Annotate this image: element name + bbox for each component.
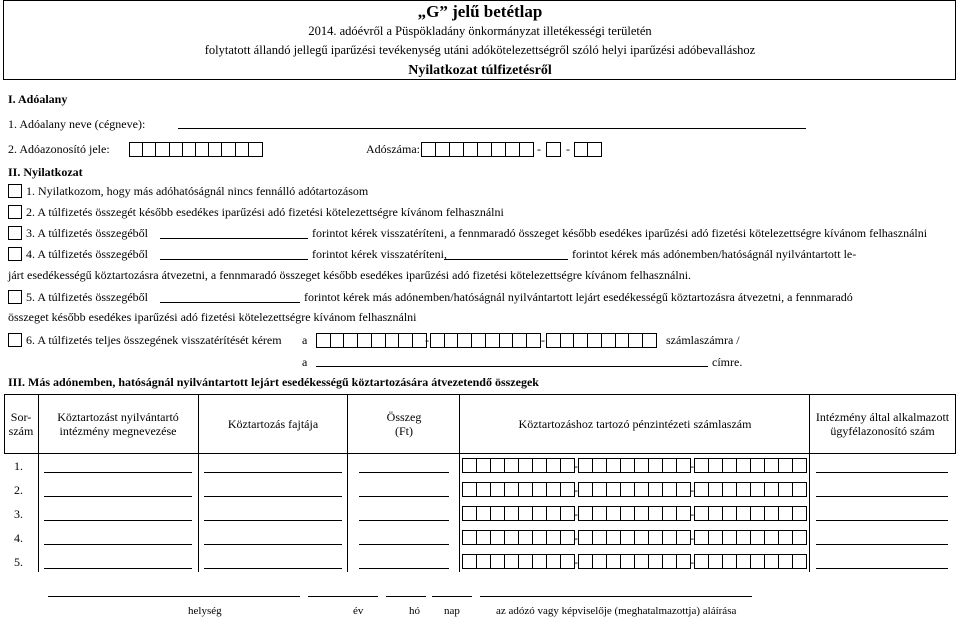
account-number-cell[interactable] — [546, 506, 561, 521]
checkbox-2[interactable] — [8, 205, 22, 219]
header-line-2: folytatott állandó jellegű iparűzési tevékenység utáni adókötelezettségről szóló helyi iparűzési adóbevalláshoz — [204, 43, 756, 57]
column-header-client-id: Intézmény által alkalmazott ügyfélazonosító szám — [815, 410, 950, 438]
account-number-cell[interactable] — [736, 458, 751, 473]
account-dash: - — [690, 483, 694, 497]
account-number-cell[interactable] — [592, 506, 607, 521]
account-number-cell[interactable] — [592, 530, 607, 545]
account-number-cell[interactable] — [476, 530, 491, 545]
account-number-cell[interactable] — [476, 554, 491, 569]
client-id-field[interactable] — [816, 472, 948, 473]
account-number-cell[interactable] — [722, 458, 737, 473]
account-number-cell[interactable] — [736, 506, 751, 521]
account-number-cell[interactable] — [490, 458, 505, 473]
account-number-cell[interactable] — [708, 506, 723, 521]
account-number-cell[interactable] — [518, 458, 533, 473]
tax-number-cell[interactable] — [463, 142, 478, 157]
tax-number-cell[interactable] — [546, 142, 561, 157]
account-number-cell[interactable] — [764, 554, 779, 569]
transfer-amount-field-5[interactable] — [160, 302, 300, 303]
debt-type-field[interactable] — [204, 472, 342, 473]
account-number-cell[interactable] — [792, 458, 807, 473]
table-row — [4, 502, 956, 526]
tax-number-dash-1: - — [537, 142, 541, 156]
account-number-cell[interactable] — [676, 482, 691, 497]
account-number-cell[interactable] — [578, 554, 593, 569]
account-number-cell[interactable] — [662, 458, 677, 473]
account-number-cell[interactable] — [676, 458, 691, 473]
account-number-cell[interactable] — [778, 458, 793, 473]
account-number-cell[interactable] — [578, 530, 593, 545]
account-number-cell[interactable] — [606, 554, 621, 569]
account-number-cell[interactable] — [518, 482, 533, 497]
row-number: 2. — [14, 483, 23, 497]
account-number-cell[interactable] — [750, 506, 765, 521]
account-number-cell[interactable] — [662, 554, 677, 569]
place-label: helység — [188, 605, 222, 617]
account-number-cell[interactable] — [694, 506, 709, 521]
amount-field[interactable] — [359, 544, 449, 545]
transfer-amount-field-4[interactable] — [444, 259, 568, 260]
row-number: 4. — [14, 531, 23, 545]
account-number-cell[interactable] — [634, 482, 649, 497]
account-number-cell[interactable] — [620, 482, 635, 497]
account-number-cell[interactable] — [722, 482, 737, 497]
account-number-cell[interactable] — [676, 530, 691, 545]
client-id-field[interactable] — [816, 496, 948, 497]
account-number-cell[interactable] — [504, 554, 519, 569]
account-number-cell[interactable] — [490, 482, 505, 497]
account-number-cell[interactable] — [676, 506, 691, 521]
debt-type-field[interactable] — [204, 496, 342, 497]
tax-number-cell[interactable] — [587, 142, 602, 157]
account-number-cell[interactable] — [676, 554, 691, 569]
institution-field[interactable] — [44, 472, 192, 473]
amount-field[interactable] — [359, 568, 449, 569]
account-number-cell[interactable] — [606, 482, 621, 497]
account-dash: - — [574, 507, 578, 521]
account-number-cell[interactable] — [736, 554, 751, 569]
account-number-cell[interactable] — [792, 506, 807, 521]
statement-4-middle: forintot kérek visszatéríteni, — [312, 247, 447, 261]
account-number-cell[interactable] — [694, 554, 709, 569]
row-number: 1. — [14, 459, 23, 473]
header-line-1: 2014. adóévről a Püspökladány önkormányzat illetékességi területén — [308, 24, 652, 38]
bank-account-cell[interactable] — [642, 333, 657, 348]
account-number-cell[interactable] — [662, 506, 677, 521]
tax-number-cell[interactable] — [491, 142, 506, 157]
account-number-cell[interactable] — [462, 506, 477, 521]
account-number-cell[interactable] — [634, 506, 649, 521]
account-number-cell[interactable] — [620, 506, 635, 521]
account-number-cell[interactable] — [546, 458, 561, 473]
taxpayer-name-label: 1. Adóalany neve (cégneve): — [8, 117, 146, 131]
account-number-cell[interactable] — [662, 482, 677, 497]
account-number-cell[interactable] — [592, 554, 607, 569]
signature-label: az adózó vagy képviselője (meghatalmazottja) aláírása — [496, 605, 737, 617]
account-number-cell[interactable] — [750, 482, 765, 497]
address-field[interactable] — [316, 366, 708, 367]
account-number-cell[interactable] — [648, 530, 663, 545]
amount-field[interactable] — [359, 520, 449, 521]
tax-number-dash-2: - — [566, 142, 570, 156]
statement-1: 1. Nyilatkozom, hogy más adóhatóságnál nincs fennálló adótartozásom — [26, 184, 369, 198]
account-number-cell[interactable] — [722, 530, 737, 545]
account-number-cell[interactable] — [462, 530, 477, 545]
account-number-cell[interactable] — [476, 458, 491, 473]
statement-3-end: forintot kérek visszatéríteni, a fennmaradó összeget később esedékes iparűzési adó fizetési kötelezettségre kívánom felhasználni — [312, 226, 928, 240]
statement-3-start: 3. A túlfizetés összegéből — [26, 226, 148, 240]
account-number-cell[interactable] — [620, 530, 635, 545]
refund-amount-field-4[interactable] — [160, 259, 308, 260]
account-number-cell[interactable] — [490, 530, 505, 545]
account-number-cell[interactable] — [518, 554, 533, 569]
year-field[interactable] — [308, 596, 378, 597]
account-number-cell[interactable] — [792, 482, 807, 497]
account-number-cell[interactable] — [504, 506, 519, 521]
account-number-cell[interactable] — [606, 530, 621, 545]
account-number-cell[interactable] — [708, 554, 723, 569]
account-number-cell[interactable] — [560, 554, 575, 569]
account-number-cell[interactable] — [634, 530, 649, 545]
column-header-debt-type: Köztartozás fajtája — [227, 417, 319, 431]
account-number-cell[interactable] — [778, 554, 793, 569]
account-dash: - — [574, 555, 578, 569]
account-number-cell[interactable] — [764, 530, 779, 545]
amount-field[interactable] — [359, 472, 449, 473]
section-3-heading: III. Más adónemben, hatóságnál nyilvántartott lejárt esedékességű köztartozására átvezetendő összegek — [8, 375, 539, 389]
statement-6: 6. A túlfizetés teljes összegének visszatérítését kérem — [26, 333, 282, 347]
account-number-cell[interactable] — [778, 506, 793, 521]
account-number-cell[interactable] — [546, 530, 561, 545]
account-number-cell[interactable] — [634, 458, 649, 473]
account-number-cell[interactable] — [560, 530, 575, 545]
account-number-cell[interactable] — [634, 554, 649, 569]
account-dash: - — [574, 459, 578, 473]
tax-number-cell[interactable] — [421, 142, 436, 157]
account-dash: - — [690, 507, 694, 521]
account-number-cell[interactable] — [708, 458, 723, 473]
account-number-cell[interactable] — [708, 530, 723, 545]
account-number-cell[interactable] — [532, 530, 547, 545]
debt-type-field[interactable] — [204, 520, 342, 521]
account-number-cell[interactable] — [532, 482, 547, 497]
account-number-cell[interactable] — [504, 530, 519, 545]
account-number-cell[interactable] — [606, 458, 621, 473]
statement-5-continuation: összeget később esedékes iparűzési adó fizetési kötelezettségre kívánom felhasználni — [8, 310, 417, 324]
year-label: év — [353, 605, 364, 617]
amount-field[interactable] — [359, 496, 449, 497]
account-number-cell[interactable] — [490, 554, 505, 569]
statement-5-end: forintot kérek más adónemben/hatóságnál nyilvántartott lejárt esedékességű köztartozásra átvezetni, a fennmaradó — [304, 290, 853, 304]
account-dash: - — [690, 459, 694, 473]
account-number-cell[interactable] — [750, 554, 765, 569]
table-row — [4, 550, 956, 574]
place-field[interactable] — [48, 596, 300, 597]
account-number-cell[interactable] — [606, 506, 621, 521]
page-subtitle: Nyilatkozat túlfizetésről — [408, 63, 552, 78]
account-number-cell[interactable] — [532, 554, 547, 569]
tax-id-label: 2. Adóazonosító jele: — [8, 142, 110, 156]
day-field[interactable] — [432, 596, 472, 597]
month-label: hó — [409, 605, 420, 617]
refund-amount-field-3[interactable] — [160, 238, 308, 239]
account-number-cell[interactable] — [518, 530, 533, 545]
account-number-cell[interactable] — [648, 554, 663, 569]
page-title: „G” jelű betétlap — [417, 2, 543, 21]
debt-type-field[interactable] — [204, 568, 342, 569]
section-1-heading: I. Adóalany — [8, 92, 68, 106]
institution-field[interactable] — [44, 568, 192, 569]
account-prefix: a — [302, 333, 308, 347]
account-number-cell[interactable] — [648, 482, 663, 497]
account-number-cell[interactable] — [736, 530, 751, 545]
tax-number-cell[interactable] — [477, 142, 492, 157]
account-number-cell[interactable] — [546, 482, 561, 497]
account-number-cell[interactable] — [560, 482, 575, 497]
account-dash: - — [425, 333, 429, 347]
statement-4-start: 4. A túlfizetés összegéből — [26, 247, 148, 261]
account-number-cell[interactable] — [532, 506, 547, 521]
account-number-cell[interactable] — [694, 530, 709, 545]
account-number-suffix: számlaszámra / — [666, 333, 740, 347]
column-header-amount: Összeg (Ft) — [386, 410, 422, 438]
tax-number-cell[interactable] — [505, 142, 520, 157]
account-number-cell[interactable] — [578, 482, 593, 497]
account-number-cell[interactable] — [578, 458, 593, 473]
signature-field[interactable] — [480, 596, 752, 597]
institution-field[interactable] — [44, 496, 192, 497]
account-dash: - — [574, 483, 578, 497]
account-number-cell[interactable] — [518, 506, 533, 521]
account-dash: - — [541, 333, 545, 347]
checkbox-4[interactable] — [8, 247, 22, 261]
account-number-cell[interactable] — [462, 554, 477, 569]
table-row — [4, 478, 956, 502]
account-number-cell[interactable] — [778, 530, 793, 545]
account-number-cell[interactable] — [792, 530, 807, 545]
account-number-cell[interactable] — [578, 506, 593, 521]
statement-4-continuation: járt esedékességű köztartozásra átvezetni, a fennmaradó összeget később esedékes iparűzési adó fizetési kötelezettségre kívánom felhasználni. — [8, 268, 692, 282]
day-label: nap — [444, 605, 460, 617]
account-number-cell[interactable] — [764, 506, 779, 521]
account-number-cell[interactable] — [560, 506, 575, 521]
row-number: 3. — [14, 507, 23, 521]
debt-table — [4, 394, 956, 572]
client-id-field[interactable] — [816, 520, 948, 521]
account-number-cell[interactable] — [592, 482, 607, 497]
account-number-cell[interactable] — [648, 506, 663, 521]
tax-number-cell[interactable] — [519, 142, 534, 157]
column-header-account-number: Köztartozáshoz tartozó pénzintézeti számlaszám — [518, 417, 752, 431]
account-number-cell[interactable] — [546, 554, 561, 569]
table-row — [4, 454, 956, 478]
account-number-cell[interactable] — [722, 554, 737, 569]
account-dash: - — [690, 531, 694, 545]
account-number-cell[interactable] — [504, 482, 519, 497]
account-number-cell[interactable] — [476, 506, 491, 521]
taxpayer-name-field[interactable] — [178, 128, 806, 129]
month-field[interactable] — [386, 596, 426, 597]
institution-field[interactable] — [44, 544, 192, 545]
tax-number-label: Adószáma: — [366, 142, 420, 156]
column-header-row-number: Sor- szám — [8, 410, 34, 438]
tax-id-cell[interactable] — [248, 142, 263, 157]
account-number-cell[interactable] — [764, 458, 779, 473]
account-number-cell[interactable] — [694, 458, 709, 473]
address-suffix: címre. — [712, 355, 743, 369]
account-number-cell[interactable] — [708, 482, 723, 497]
account-number-cell[interactable] — [476, 482, 491, 497]
client-id-field[interactable] — [816, 544, 948, 545]
institution-field[interactable] — [44, 520, 192, 521]
account-number-cell[interactable] — [750, 530, 765, 545]
statement-5-start: 5. A túlfizetés összegéből — [26, 290, 148, 304]
account-number-cell[interactable] — [722, 506, 737, 521]
checkbox-6[interactable] — [8, 333, 22, 347]
account-dash: - — [690, 555, 694, 569]
account-number-cell[interactable] — [648, 458, 663, 473]
account-number-cell[interactable] — [462, 482, 477, 497]
statement-2: 2. A túlfizetés összegét később esedékes iparűzési adó fizetési kötelezettségre kívánom felhasználni — [26, 205, 504, 219]
account-number-cell[interactable] — [750, 458, 765, 473]
column-header-institution: Köztartozást nyilvántartó intézmény megnevezése — [57, 410, 179, 438]
account-number-cell[interactable] — [490, 506, 505, 521]
statement-4-end: forintot kérek más adónemben/hatóságnál nyilvántartott le- — [572, 247, 857, 261]
debt-type-field[interactable] — [204, 544, 342, 545]
account-number-cell[interactable] — [560, 458, 575, 473]
account-number-cell[interactable] — [462, 458, 477, 473]
bank-account-cell[interactable] — [526, 333, 541, 348]
account-number-cell[interactable] — [694, 482, 709, 497]
account-number-cell[interactable] — [662, 530, 677, 545]
account-number-cell[interactable] — [778, 482, 793, 497]
account-number-cell[interactable] — [504, 458, 519, 473]
tax-number-cell[interactable] — [449, 142, 464, 157]
checkbox-5[interactable] — [8, 290, 22, 304]
account-number-cell[interactable] — [764, 482, 779, 497]
checkbox-3[interactable] — [8, 226, 22, 240]
account-number-cell[interactable] — [620, 458, 635, 473]
address-prefix: a — [302, 355, 308, 369]
account-dash: - — [574, 531, 578, 545]
section-2-heading: II. Nyilatkozat — [8, 165, 83, 179]
checkbox-1[interactable] — [8, 184, 22, 198]
account-number-cell[interactable] — [792, 554, 807, 569]
tax-number-cell[interactable] — [435, 142, 450, 157]
account-number-cell[interactable] — [620, 554, 635, 569]
account-number-cell[interactable] — [736, 482, 751, 497]
client-id-field[interactable] — [816, 568, 948, 569]
row-number: 5. — [14, 555, 23, 569]
account-number-cell[interactable] — [532, 458, 547, 473]
account-number-cell[interactable] — [592, 458, 607, 473]
table-row — [4, 526, 956, 550]
